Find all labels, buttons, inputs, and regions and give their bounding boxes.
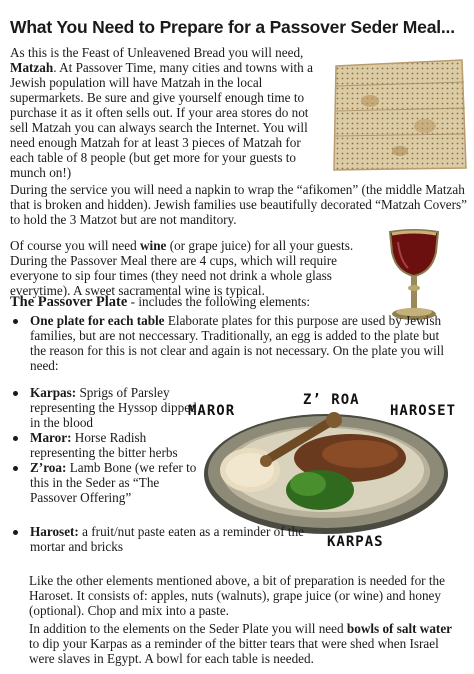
item-name: Haroset: (30, 524, 79, 539)
wine-text-rest: (or grape juice) for all your guests. During the Passover Meal there are 4 cups, which will require everyone to sip four times (they need not drink a whole glass everytime). A sweet sacramental wine is typical. (10, 238, 354, 298)
item-name: Maror: (30, 430, 72, 445)
list-item (10, 460, 205, 505)
intro-text-rest: . At Passover Time, many cities and towns with a Jewish population will have Matzah in the local supermarkets. Be sure and give yourself enough time to purchase it as it often sells out. If your area stores do not sell Matzah you can always search the Internet. You will need enough Matzah for at least 3 pieces of Matzah for each table of 8 people (but get more for your guests to munch on!) (10, 60, 313, 180)
matzah-bold: Matzah (10, 60, 54, 75)
list-item (10, 385, 205, 430)
item-text: Lamb Bone (we refer to this in the Seder as “The Passover Offering” (30, 460, 197, 505)
intro-paragraph (10, 45, 328, 180)
plate-items-list-haroset (10, 524, 330, 554)
item-text: Sprigs of Parsley representing the Hyssop dipped in the blood (30, 385, 197, 430)
list-item (10, 430, 205, 460)
plate-list (10, 313, 458, 373)
wine-bold: wine (140, 238, 167, 253)
salt-water-text: In addition to the elements on the Seder Plate you will need (29, 621, 347, 636)
plate-heading-rest: - includes the following elements: (127, 294, 311, 309)
salt-water-bold: bowls of salt water (346, 621, 453, 636)
salt-water-text-rest: to dip your Karpas as a reminder of the bitter tears that were shed when Israel were slaves in Egypt. A bowl for each table is needed. (29, 636, 439, 666)
one-plate-text: Elaborate plates for this purpose are used by Jewish families, but are not neccessary. Traditionally, an egg is added to the plate but the reason for this is not clear and again is not necessary. On the plate you will need: (30, 313, 445, 373)
salt-water-paragraph (29, 621, 459, 666)
item-text: a fruit/nut paste eaten as a reminder of the mortar and bricks (30, 524, 305, 554)
list-item (10, 313, 458, 373)
matzah-image (330, 56, 470, 174)
intro-text: As this is the Feast of Unleavened Bread you will need, (10, 45, 304, 60)
wine-paragraph (10, 238, 385, 298)
plate-label-zroa: Z’ ROA (303, 392, 360, 408)
plate-heading-bold: The Passover Plate (10, 294, 128, 310)
haroset-prep-paragraph: Like the other elements mentioned above, a bit of preparation is needed for the Haroset. It consists of: apples, nuts (walnuts), grape juice (or wine) and honey (optional). Chop and mix into a paste. (29, 573, 445, 618)
plate-label-haroset: HAROSET (390, 403, 457, 419)
plate-label-karpas: KARPAS (327, 534, 384, 550)
item-name: Z’roa: (30, 460, 67, 475)
afikomen-paragraph: During the service you will need a napkin to wrap the “afikomen” (the middle Matzah that is broken and hidden). Jewish families use beautifully decorated “Matzah Covers” to hold the 3 Matzot but are not manditory. (10, 182, 468, 227)
list-item (10, 524, 330, 554)
plate-label-maror: MAROR (188, 403, 236, 419)
passover-plate-heading (10, 294, 468, 311)
plate-items-list (10, 385, 205, 505)
one-plate-bold: One plate for each table (30, 313, 165, 328)
item-text: Horse Radish representing the bitter herbs (30, 430, 178, 460)
seder-plate-image (200, 408, 452, 538)
item-name: Karpas: (30, 385, 77, 400)
wine-text: Of course you will need (10, 238, 141, 253)
page-title: What You Need to Prepare for a Passover Seder Meal... (10, 17, 455, 37)
